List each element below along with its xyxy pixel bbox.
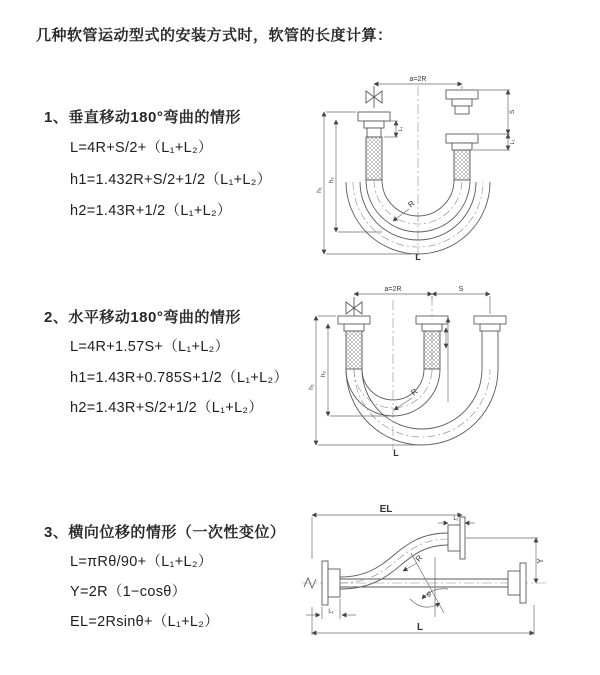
dim-y bbox=[466, 538, 545, 583]
dim-label-l: L bbox=[393, 448, 399, 458]
dim-label-h2: h₂ bbox=[320, 370, 327, 378]
dim-label-s: S bbox=[458, 286, 464, 293]
dim-label-r: R bbox=[409, 386, 420, 398]
dim-label-l1-right: L₁ bbox=[510, 139, 516, 145]
dim-label-y: Y bbox=[536, 558, 545, 564]
radius-callout bbox=[393, 199, 417, 221]
hose-s-curve bbox=[340, 533, 448, 589]
section-2-formula-h2: h2=1.43R+S/2+1/2（L₁+L₂） bbox=[70, 400, 264, 416]
dim-label-theta: θ bbox=[427, 592, 431, 599]
dim-label-l: L bbox=[416, 622, 424, 633]
dim-label-h2: h₂ bbox=[328, 176, 335, 184]
dim-l1-right bbox=[508, 134, 516, 150]
dim-label-a2r: a=2R bbox=[384, 286, 402, 293]
section-1-formula-h1: h1=1.432R+S/2+1/2（L₁+L₂） bbox=[70, 172, 272, 188]
section-3-formula-EL: EL=2Rsinθ+（L₁+L₂） bbox=[70, 614, 220, 630]
page-title: 几种软管运动型式的安装方式时，软管的长度计算： bbox=[36, 27, 393, 44]
dim-label-r: R bbox=[406, 198, 417, 210]
dim-l1-top bbox=[438, 516, 475, 523]
valve-icon bbox=[346, 297, 362, 316]
right-flange-original bbox=[508, 563, 526, 603]
dim-label-l1-bottom: L₁ bbox=[328, 609, 334, 615]
section-1-formula-L: L=4R+S/2+（L₁+L₂） bbox=[70, 140, 213, 156]
dim-label-h1: h₁ bbox=[308, 384, 315, 390]
section-3-heading: 3、横向位移的情形（一次性变位） bbox=[44, 524, 286, 541]
dim-el bbox=[312, 504, 462, 559]
dim-label-r: R bbox=[413, 553, 425, 564]
section-2-formula-h1: h1=1.43R+0.785S+1/2（L₁+L₂） bbox=[70, 370, 289, 386]
dim-l bbox=[312, 605, 534, 635]
dim-label-l: L bbox=[415, 252, 421, 262]
section-1-formula-h2: h2=1.43R+1/2（L₁+L₂） bbox=[70, 203, 232, 219]
dim-label-s: S bbox=[509, 109, 516, 115]
dim-ticks bbox=[446, 318, 448, 402]
left-flange bbox=[322, 561, 340, 605]
dim-label-l1-left: L₁ bbox=[398, 126, 404, 132]
dim-h1 bbox=[308, 316, 422, 445]
dim-label-el: EL bbox=[379, 504, 393, 515]
dim-l1-bottom bbox=[306, 599, 356, 619]
axis-break-mark bbox=[304, 578, 316, 588]
valve-icon bbox=[366, 86, 382, 108]
dim-label-a2r: a=2R bbox=[409, 76, 427, 83]
diagram-lateral-displacement bbox=[298, 503, 553, 645]
left-flange bbox=[358, 112, 390, 180]
middle-flange bbox=[416, 316, 448, 369]
dim-label-h1: h₁ bbox=[316, 187, 323, 193]
dim-label-l1-top: L₁ bbox=[453, 516, 459, 522]
section-3-formula-L: L=πRθ/90+（L₁+L₂） bbox=[70, 554, 213, 570]
dim-s bbox=[432, 286, 490, 294]
section-2-heading: 2、水平移动180°弯曲的情形 bbox=[44, 309, 241, 326]
dim-a2r bbox=[354, 286, 490, 314]
right-flange-upper bbox=[446, 90, 478, 114]
left-flange bbox=[338, 316, 370, 369]
right-flange bbox=[474, 316, 506, 369]
radius-callout bbox=[394, 387, 420, 410]
upper-flange-displaced bbox=[448, 517, 465, 559]
section-2-formula-L: L=4R+1.57S+（L₁+L₂） bbox=[70, 339, 230, 355]
right-flange-lower bbox=[446, 134, 478, 180]
section-3-formula-Y: Y=2R（1−cosθ） bbox=[70, 584, 187, 600]
angle-construction bbox=[410, 553, 448, 617]
diagram-vertical-180-bend bbox=[312, 70, 530, 262]
section-1-heading: 1、垂直移动180°弯曲的情形 bbox=[44, 109, 241, 126]
diagram-horizontal-180-bend bbox=[308, 282, 530, 462]
dim-l1-left bbox=[384, 121, 404, 137]
